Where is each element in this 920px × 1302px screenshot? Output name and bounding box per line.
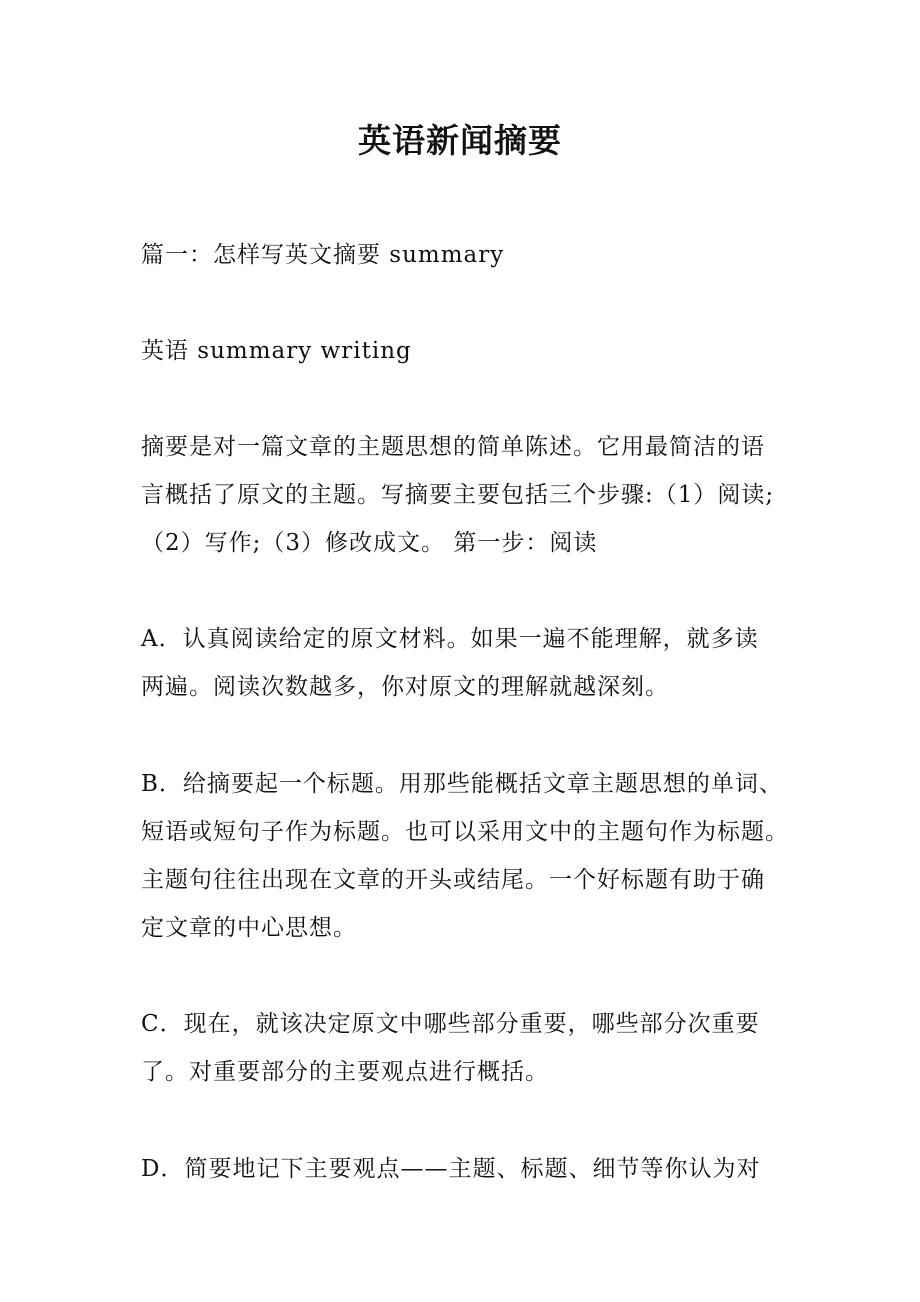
paragraph-3 [141, 423, 791, 567]
text-line: 英语 summary writing [141, 338, 412, 364]
paragraph-7 [141, 1145, 791, 1193]
text-line: 定文章的中心思想。 [141, 915, 357, 941]
text-line: A．认真阅读给定的原文材料。如果一遍不能理解，就多读 [141, 626, 759, 652]
text-line: D．简要地记下主要观点——主题、标题、细节等你认为对 [141, 1156, 761, 1182]
text-line: B．给摘要起一个标题。用那些能概括文章主题思想的单词、 [141, 771, 783, 797]
text-line: 两遍。阅读次数越多，你对原文的理解就越深刻。 [141, 674, 669, 700]
text-line: 主题句往往出现在文章的开头或结尾。一个好标题有助于确 [141, 867, 765, 893]
text-line: 了。对重要部分的主要观点进行概括。 [141, 1059, 549, 1085]
document-title: 英语新闻摘要 [358, 121, 562, 160]
text-line: （2）写作;（3）修改成文。 第一步：阅读 [141, 530, 598, 556]
paragraph-1 [141, 231, 791, 279]
text-line: 篇一：怎样写英文摘要 summary [141, 242, 505, 268]
text-line: 言概括了原文的主题。写摘要主要包括三个步骤:（1）阅读; [141, 482, 775, 508]
paragraph-6 [141, 1000, 791, 1096]
text-line: 摘要是对一篇文章的主题思想的简单陈述。它用最简洁的语 [141, 434, 765, 460]
paragraph-5 [141, 760, 791, 952]
paragraph-2 [141, 327, 791, 375]
text-line: C．现在，就该决定原文中哪些部分重要，哪些部分次重要 [141, 1011, 760, 1037]
text-line: 短语或短句子作为标题。也可以采用文中的主题句作为标题。 [141, 819, 789, 845]
paragraph-4 [141, 615, 791, 711]
